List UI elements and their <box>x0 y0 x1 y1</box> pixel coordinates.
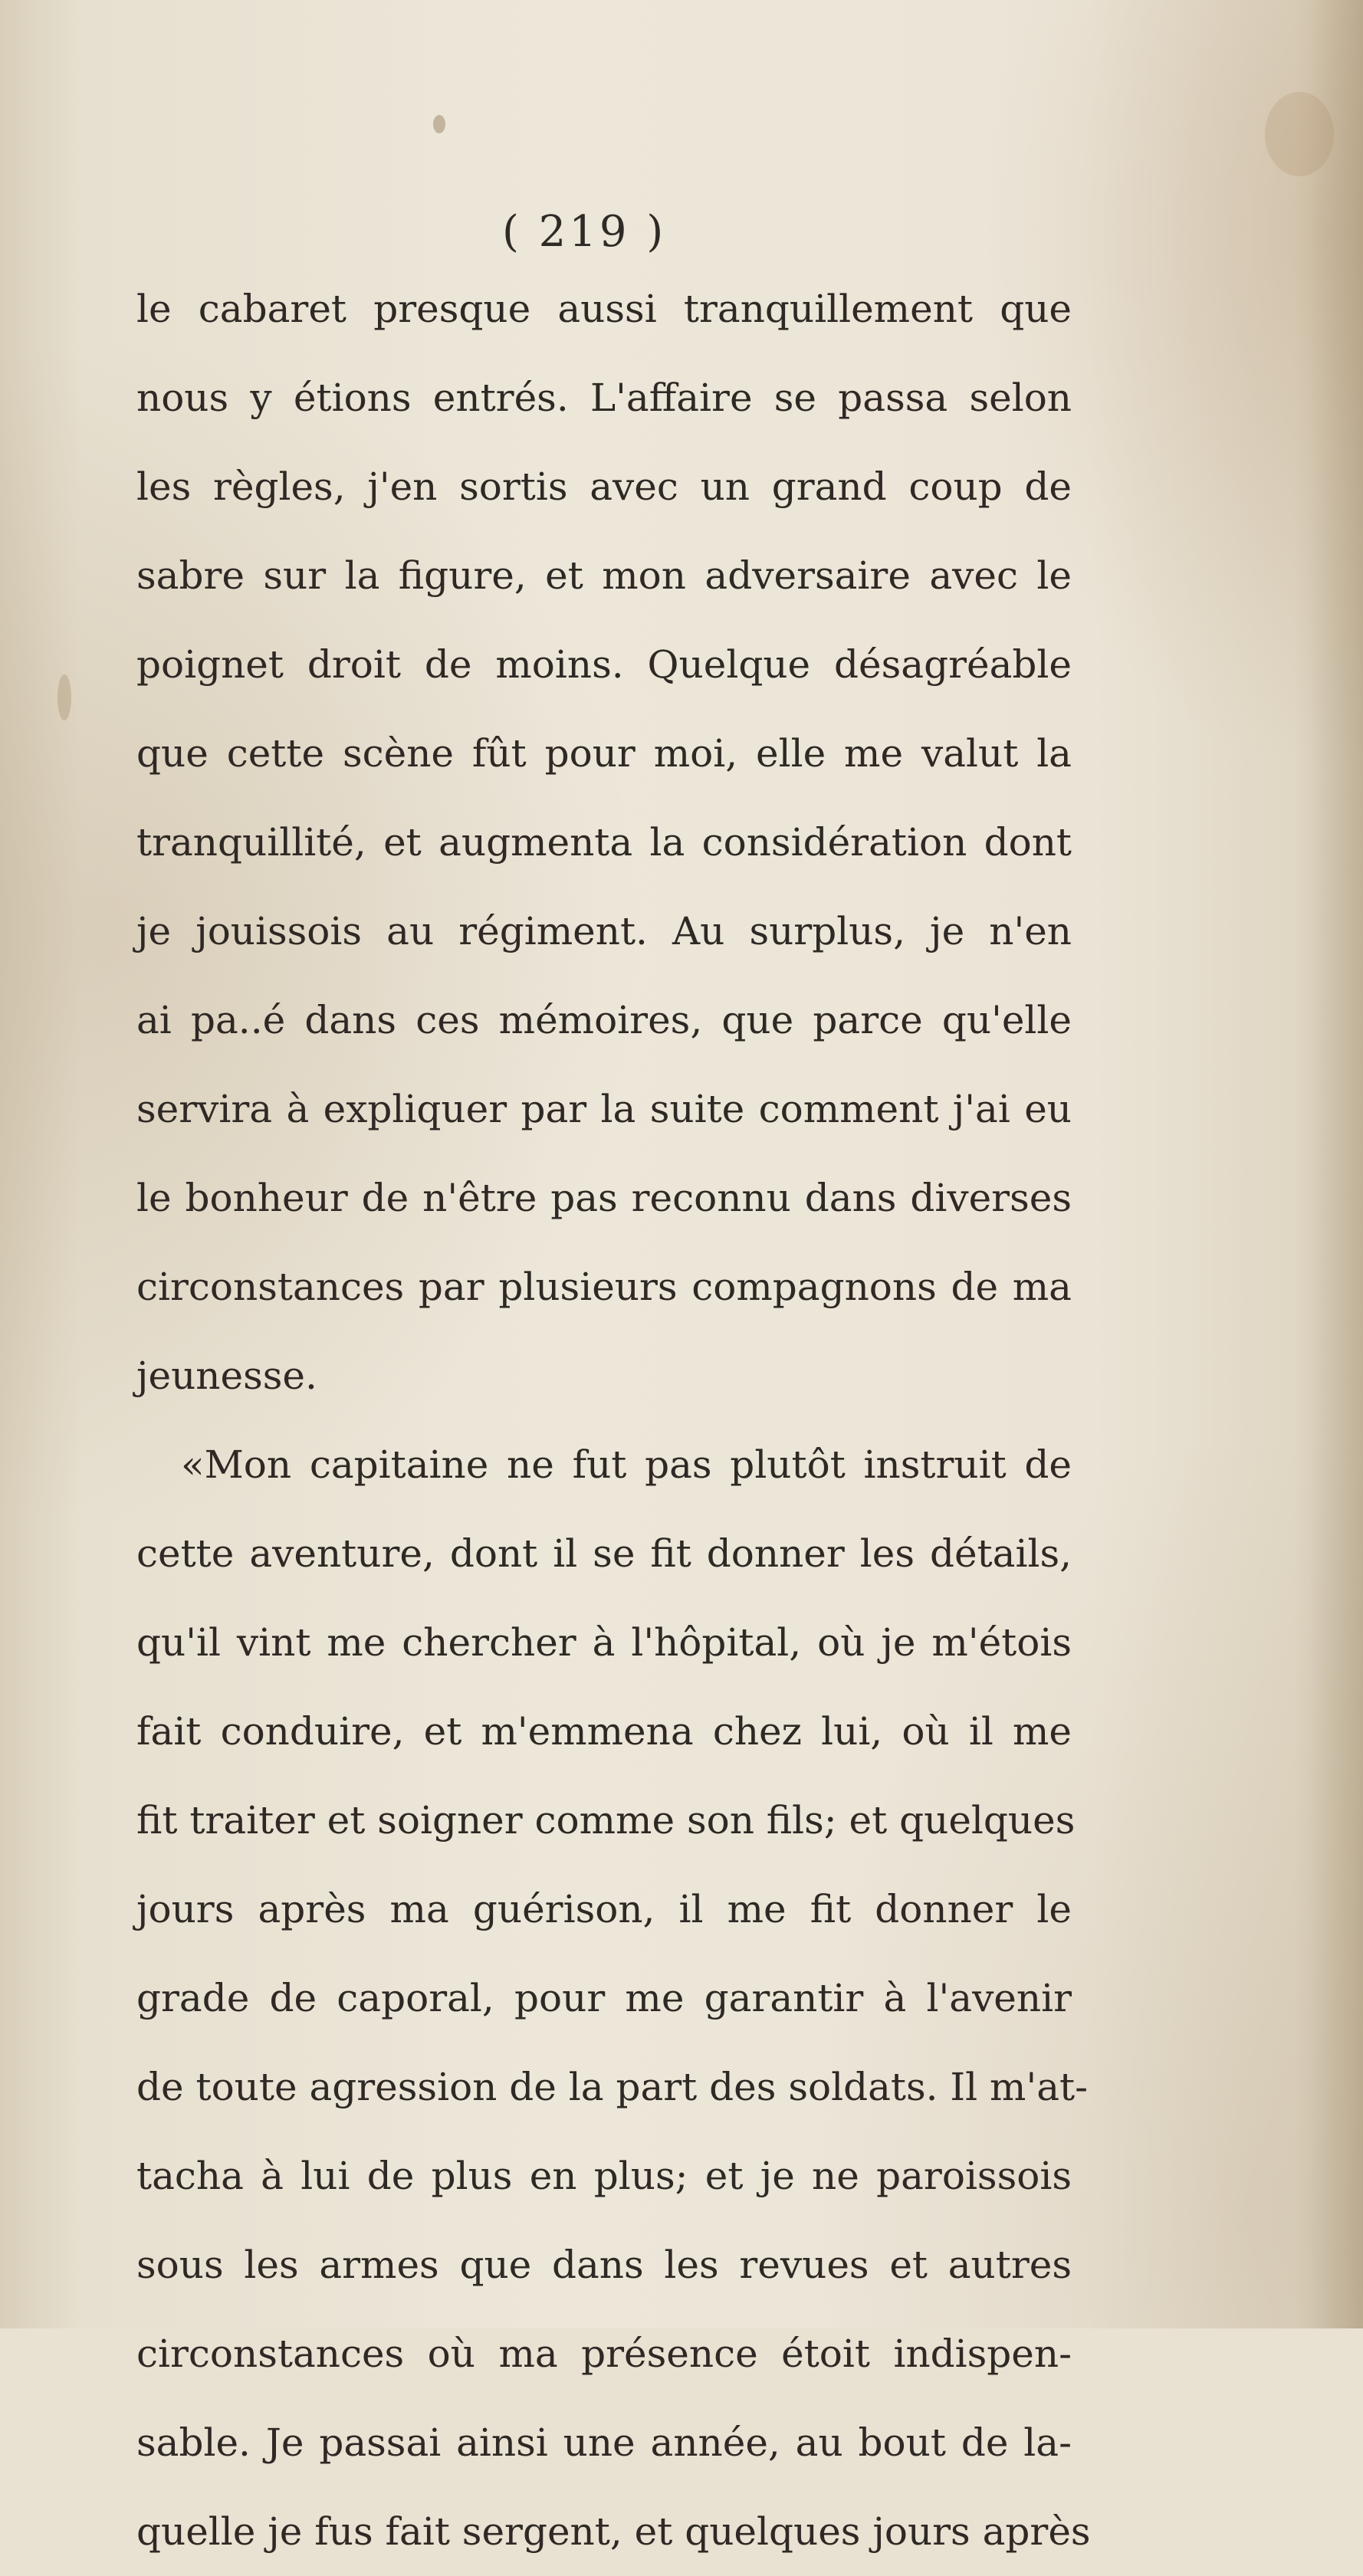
text-line: servira à expliquer par la suite comment j'ai eu <box>136 1087 1072 1131</box>
text-line: de toute agression de la part des soldats. Il m'at- <box>136 2065 1089 2109</box>
text-line: fait conduire, et m'emmena chez lui, où il me <box>136 1709 1072 1754</box>
text-line: cette aventure, dont il se fit donner les détails, <box>136 1531 1072 1576</box>
text-line: qu'il vint me chercher à l'hôpital, où je m'étois <box>136 1620 1072 1665</box>
foxing-spot <box>1265 92 1334 176</box>
text-line: le bonheur de n'être pas reconnu dans diverses <box>136 1176 1072 1220</box>
text-line: poignet droit de moins. Quelque désagréable <box>136 642 1072 687</box>
text-line: je jouissois au régiment. Au surplus, je n'en <box>136 909 1072 953</box>
foxing-spot <box>57 674 71 720</box>
page-edge-shadow <box>1294 0 1363 2328</box>
text-line: grade de caporal, pour me garantir à l'avenir <box>136 1976 1072 2020</box>
text-line: ai pa..é dans ces mémoires, que parce qu'elle <box>136 998 1072 1042</box>
text-line: nous y étions entrés. L'affaire se passa selon <box>136 376 1072 420</box>
text-line: que cette scène fût pour moi, elle me valut la <box>136 731 1072 776</box>
text-line: tacha à lui de plus en plus; et je ne paroissois <box>136 2154 1072 2198</box>
text-line: fit traiter et soigner comme son fils; et quelques <box>136 1798 1076 1843</box>
text-line: les règles, j'en sortis avec un grand coup de <box>136 464 1072 509</box>
text-line: tranquillité, et augmenta la considération dont <box>136 820 1072 865</box>
body-text <box>136 264 1091 2576</box>
text-line: sable. Je passai ainsi une année, au bout de la- <box>136 2420 1072 2465</box>
text-line: circonstances où ma présence étoit indispen- <box>136 2332 1072 2376</box>
text-line: quelle je fus fait sergent, et quelques jours après <box>136 2509 1091 2554</box>
text-line: le cabaret presque aussi tranquillement que <box>136 287 1072 331</box>
text-line: sous les armes que dans les revues et autres <box>136 2243 1072 2287</box>
text-line: «Mon capitaine ne fut pas plutôt instruit de <box>181 1442 1072 1487</box>
text-line: circonstances par plusieurs compagnons de ma <box>136 1265 1072 1309</box>
text-line: sabre sur la figure, et mon adversaire avec le <box>136 553 1072 598</box>
text-line: jours après ma guérison, il me fit donner le <box>136 1887 1072 1931</box>
text-line: jeunesse. <box>136 1354 317 1398</box>
ink-spot <box>433 115 445 133</box>
page-number: ( 219 ) <box>502 207 667 257</box>
